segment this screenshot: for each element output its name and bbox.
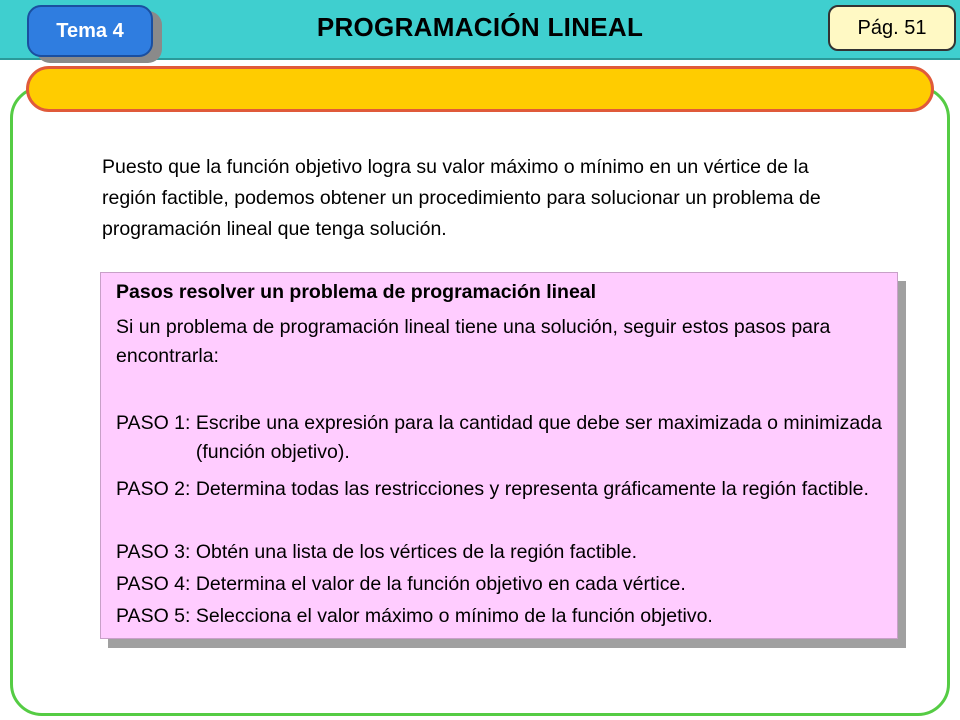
step-text: Selecciona el valor máximo o mínimo de la función objetivo. [195,605,713,627]
steps-title: Pasos resolver un problema de programación lineal [116,281,597,303]
step-text: Determina todas las restricciones y representa gráficamente la región factible. [195,478,869,500]
steps-box [100,272,898,639]
page-title: PROGRAMACIÓN LINEAL [316,12,644,42]
step-label: PASO 3: [116,541,196,563]
step-text: Determina el valor de la función objetivo en cada vértice. [195,573,686,595]
steps-intro: Si un problema de programación lineal tiene una solución, seguir estos pasos para encontrarla: [116,316,831,367]
step-text: Escribe una expresión para la cantidad que debe ser maximizada o minimizada (función objetivo). [195,412,882,463]
step-text: Obtén una lista de los vértices de la región factible. [195,541,638,563]
subtitle-band [26,66,934,112]
step-4 [116,570,891,599]
step-3 [116,538,891,567]
step-label: PASO 5: [116,605,196,627]
step-label: PASO 4: [116,573,196,595]
step-2 [116,475,891,504]
step-label: PASO 2: [116,478,196,500]
intro-paragraph: Puesto que la función objetivo logra su valor máximo o mínimo en un vértice de la región factible, podemos obtener un procedimiento para solucionar un problema de programación lineal que tenga solución. [102,156,821,240]
page-number-badge: Pág. 51 [828,5,956,51]
step-label: PASO 1: [116,412,196,434]
tema-badge[interactable]: Tema 4 [27,5,153,57]
step-5 [116,602,891,631]
step-1 [116,409,891,467]
